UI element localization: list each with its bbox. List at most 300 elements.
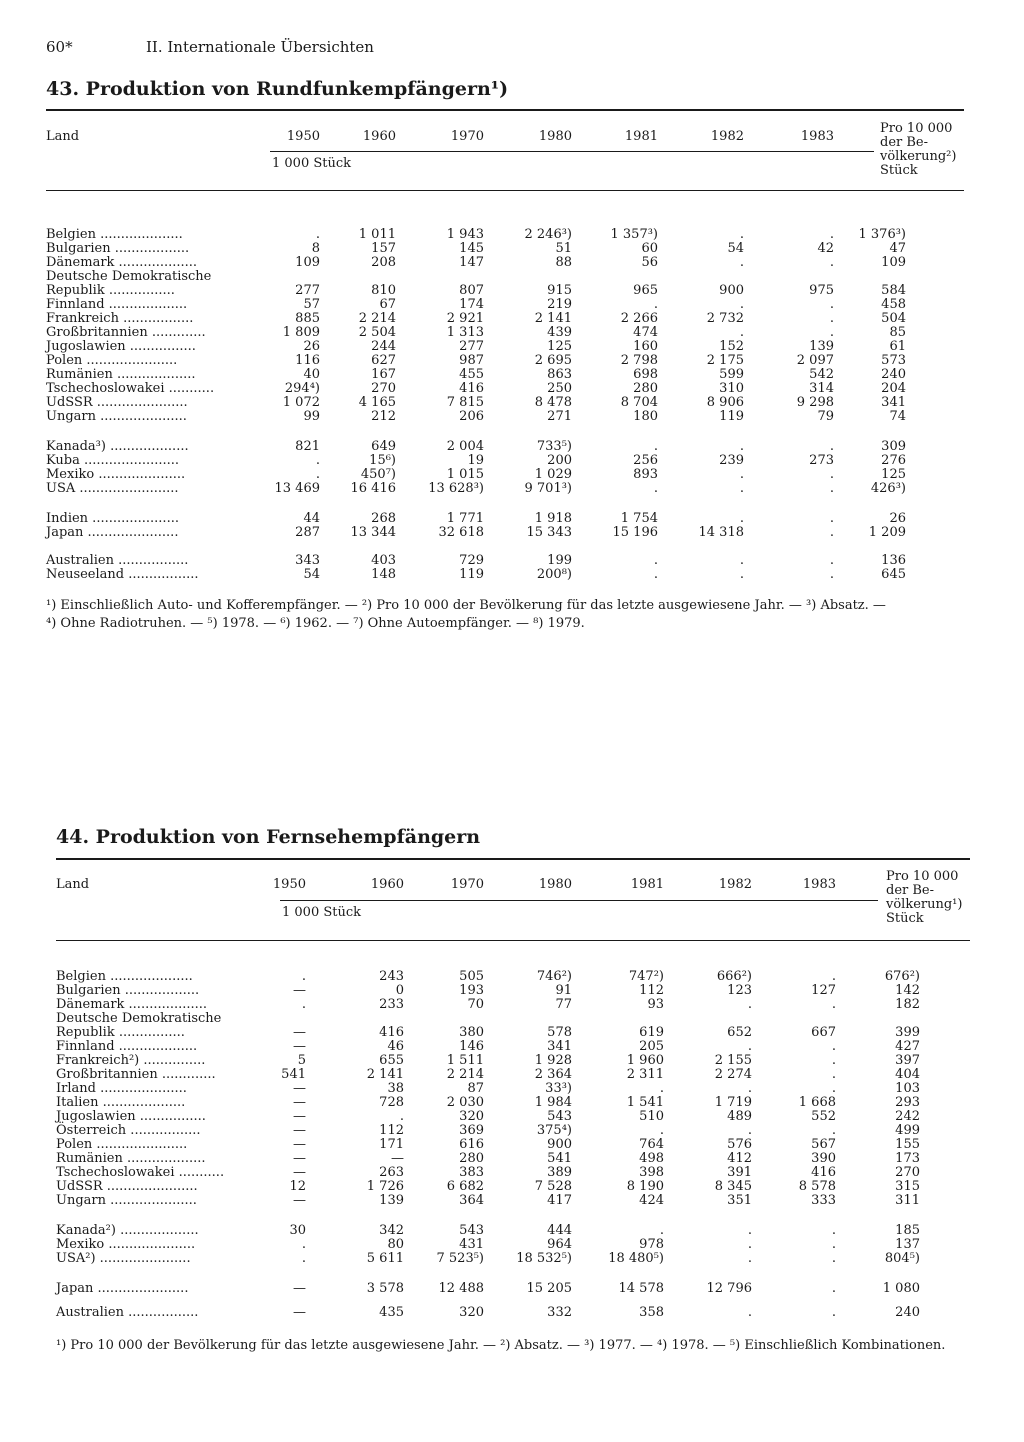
cell-value: 810 — [371, 283, 396, 298]
per-capita-header-line: der Be- — [880, 135, 929, 150]
country-label: USA²) ...................... — [56, 1251, 191, 1266]
cell-value: 103 — [895, 1081, 920, 1096]
cell-value: — — [293, 983, 306, 998]
cell-value: 233 — [379, 997, 404, 1012]
table-row — [46, 454, 906, 468]
cell-value: 426³) — [870, 481, 906, 496]
cell-value: 139 — [379, 1193, 404, 1208]
country-label: Republik ................ — [56, 1025, 185, 1040]
cell-value: 435 — [379, 1305, 404, 1320]
per-capita-header-line: völkerung²) — [880, 149, 957, 164]
cell-value: 341 — [881, 395, 906, 410]
country-label: Polen ...................... — [46, 353, 178, 368]
cell-value: 543 — [547, 1109, 572, 1124]
cell-value: . — [829, 227, 834, 242]
cell-value: 125 — [547, 339, 572, 354]
cell-value: 74 — [889, 409, 906, 424]
cell-value: . — [315, 453, 320, 468]
cell-value: 42 — [817, 241, 834, 256]
cell-value: 13 469 — [274, 481, 320, 496]
column-header-year: 1970 — [450, 129, 484, 144]
cell-value: 729 — [459, 553, 484, 568]
cell-value: 964 — [547, 1237, 572, 1252]
cell-value: . — [829, 439, 834, 454]
cell-value: . — [831, 1281, 836, 1296]
cell-value: 2 695 — [534, 353, 572, 368]
country-label: Rumänien ................... — [46, 367, 196, 382]
cell-value: . — [399, 1109, 404, 1124]
cell-value: 116 — [295, 353, 320, 368]
cell-value: 1 015 — [446, 467, 484, 482]
cell-value: 2 004 — [446, 439, 484, 454]
table-row — [56, 970, 920, 984]
cell-value: — — [293, 1081, 306, 1096]
cell-value: 142 — [895, 983, 920, 998]
cell-value: 6 682 — [446, 1179, 484, 1194]
cell-value: 67 — [379, 297, 396, 312]
cell-value: . — [831, 1223, 836, 1238]
table43-header-rule — [46, 190, 964, 191]
country-label: Großbritannien ............. — [56, 1067, 216, 1082]
per-capita-header-line: völkerung¹) — [886, 897, 963, 912]
cell-value: 412 — [727, 1151, 752, 1166]
cell-value: 599 — [719, 367, 744, 382]
table-row — [56, 1306, 920, 1320]
cell-value: 5 — [297, 1053, 306, 1068]
country-label: Republik ................ — [46, 283, 175, 298]
cell-value: 38 — [387, 1081, 404, 1096]
cell-value: 204 — [881, 381, 906, 396]
cell-value: 70 — [467, 997, 484, 1012]
cell-value: 383 — [459, 1165, 484, 1180]
cell-value: . — [739, 511, 744, 526]
cell-value: . — [747, 1123, 752, 1138]
cell-value: 18 480⁵) — [608, 1251, 664, 1266]
cell-value: 2 214 — [446, 1067, 484, 1082]
cell-value: 893 — [633, 467, 658, 482]
cell-value: — — [293, 1095, 306, 1110]
cell-value: 728 — [379, 1095, 404, 1110]
country-label: Japan ...................... — [56, 1281, 189, 1296]
cell-value: 15 205 — [526, 1281, 572, 1296]
cell-value: 2 030 — [446, 1095, 484, 1110]
column-header-year: 1970 — [450, 877, 484, 892]
cell-value: . — [829, 553, 834, 568]
cell-value: 403 — [371, 553, 396, 568]
cell-value: 242 — [895, 1109, 920, 1124]
cell-value: — — [293, 1123, 306, 1138]
country-label: Mexiko ..................... — [46, 467, 186, 482]
cell-value: 7 528 — [534, 1179, 572, 1194]
cell-value: 147 — [459, 255, 484, 270]
table-row — [56, 1040, 920, 1054]
cell-value: 8 578 — [798, 1179, 836, 1194]
table-row — [46, 354, 906, 368]
country-label: Mexiko ..................... — [56, 1237, 196, 1252]
cell-value: — — [293, 1193, 306, 1208]
cell-value: 9 298 — [796, 395, 834, 410]
cell-value: 44 — [303, 511, 320, 526]
cell-value: 364 — [459, 1193, 484, 1208]
table-row — [46, 526, 906, 540]
cell-value: 543 — [459, 1223, 484, 1238]
country-label: Neuseeland ................. — [46, 567, 199, 582]
column-header-year: 1983 — [800, 129, 834, 144]
cell-value: 342 — [379, 1223, 404, 1238]
cell-value: 148 — [371, 567, 396, 582]
cell-value: 2 798 — [620, 353, 658, 368]
cell-value: 1 357³) — [610, 227, 658, 242]
cell-value: 807 — [459, 283, 484, 298]
cell-value: 320 — [459, 1305, 484, 1320]
country-label: Kanada³) ................... — [46, 439, 189, 454]
cell-value: 616 — [459, 1137, 484, 1152]
cell-value: 5 611 — [366, 1251, 404, 1266]
cell-value: 174 — [459, 297, 484, 312]
cell-value: 821 — [295, 439, 320, 454]
table-row — [46, 368, 906, 382]
table44-title: 44. Produktion von Fernsehempfängern — [56, 826, 481, 848]
cell-value: 2 311 — [626, 1067, 664, 1082]
cell-value: 125 — [881, 467, 906, 482]
cell-value: — — [293, 1305, 306, 1320]
table44-top-rule — [56, 858, 970, 860]
cell-value: 627 — [371, 353, 396, 368]
running-head — [46, 38, 374, 56]
table44-unit-rule — [280, 900, 878, 901]
column-header-year: 1982 — [710, 129, 744, 144]
cell-value: 1 928 — [534, 1053, 572, 1068]
cell-value: . — [301, 969, 306, 984]
column-header-year: 1980 — [538, 129, 572, 144]
cell-value: 416 — [811, 1165, 836, 1180]
cell-value: 167 — [371, 367, 396, 382]
cell-value: 404 — [895, 1067, 920, 1082]
cell-value: 2 504 — [358, 325, 396, 340]
cell-value: 8 906 — [706, 395, 744, 410]
cell-value: — — [391, 1151, 404, 1166]
column-header-year: 1981 — [624, 129, 658, 144]
country-label: Großbritannien ............. — [46, 325, 206, 340]
cell-value: 276 — [881, 453, 906, 468]
cell-value: 212 — [371, 409, 396, 424]
cell-value: 3 578 — [366, 1281, 404, 1296]
cell-value: 315 — [895, 1179, 920, 1194]
cell-value: 270 — [895, 1165, 920, 1180]
cell-value: 109 — [881, 255, 906, 270]
cell-value: 416 — [459, 381, 484, 396]
cell-value: 391 — [727, 1165, 752, 1180]
cell-value: 698 — [633, 367, 658, 382]
table-row — [46, 440, 906, 454]
table-row — [46, 312, 906, 326]
cell-value: 1 313 — [446, 325, 484, 340]
cell-value: . — [747, 1305, 752, 1320]
cell-value: 915 — [547, 283, 572, 298]
cell-value: — — [293, 1025, 306, 1040]
cell-value: 145 — [459, 241, 484, 256]
cell-value: 541 — [281, 1067, 306, 1082]
cell-value: 112 — [379, 1123, 404, 1138]
cell-value: 439 — [547, 325, 572, 340]
cell-value: . — [829, 525, 834, 540]
column-header-land: Land — [56, 877, 90, 892]
cell-value: 1 209 — [868, 525, 906, 540]
cell-value: . — [831, 1123, 836, 1138]
cell-value: 1 011 — [358, 227, 396, 242]
cell-value: 320 — [459, 1109, 484, 1124]
cell-value: 676²) — [884, 969, 920, 984]
country-label: Indien ..................... — [46, 511, 179, 526]
cell-value: 343 — [295, 553, 320, 568]
running-title: II. Internationale Übersichten — [146, 38, 374, 56]
cell-value: . — [747, 997, 752, 1012]
cell-value: 1 754 — [620, 511, 658, 526]
country-label: UdSSR ...................... — [56, 1179, 198, 1194]
cell-value: . — [739, 567, 744, 582]
cell-value: 455 — [459, 367, 484, 382]
table-row — [46, 482, 906, 496]
cell-value: . — [315, 227, 320, 242]
table-row — [56, 1138, 920, 1152]
cell-value: 112 — [639, 983, 664, 998]
cell-value: 746²) — [536, 969, 572, 984]
cell-value: 667 — [811, 1025, 836, 1040]
cell-value: 578 — [547, 1025, 572, 1040]
cell-value: 77 — [555, 997, 572, 1012]
cell-value: . — [829, 567, 834, 582]
cell-value: 136 — [881, 553, 906, 568]
cell-value: 88 — [555, 255, 572, 270]
cell-value: 584 — [881, 283, 906, 298]
table-row — [56, 1096, 920, 1110]
cell-value: 399 — [895, 1025, 920, 1040]
table44-footnote-1: ¹) Pro 10 000 der Bevölkerung für das letzte ausgewiesene Jahr. — ²) Absatz. — ³) 1977. — ⁴) 1978. — ⁵) Einschließlich Kombinationen. — [56, 1338, 946, 1353]
column-header-year: 1983 — [802, 877, 836, 892]
cell-value: 119 — [459, 567, 484, 582]
cell-value: 1 918 — [534, 511, 572, 526]
table-row — [56, 1224, 920, 1238]
country-label: Belgien .................... — [56, 969, 193, 984]
cell-value: 152 — [719, 339, 744, 354]
table-row — [56, 1124, 920, 1138]
cell-value: 109 — [295, 255, 320, 270]
cell-value: 46 — [387, 1039, 404, 1054]
cell-value: 8 704 — [620, 395, 658, 410]
cell-value: 2 141 — [366, 1067, 404, 1082]
column-header-year: 1982 — [718, 877, 752, 892]
country-label: Bulgarien .................. — [46, 241, 190, 256]
cell-value: . — [831, 1305, 836, 1320]
cell-value: 157 — [371, 241, 396, 256]
cell-value: — — [293, 1151, 306, 1166]
column-header-year: 1981 — [630, 877, 664, 892]
cell-value: . — [831, 1053, 836, 1068]
cell-value: . — [301, 1237, 306, 1252]
cell-value: 40 — [303, 367, 320, 382]
cell-value: 351 — [727, 1193, 752, 1208]
country-label: Rumänien ................... — [56, 1151, 206, 1166]
cell-value: 380 — [459, 1025, 484, 1040]
cell-value: 180 — [633, 409, 658, 424]
cell-value: 619 — [639, 1025, 664, 1040]
cell-value: 160 — [633, 339, 658, 354]
cell-value: 14 578 — [618, 1281, 664, 1296]
table-row — [46, 284, 906, 298]
cell-value: 474 — [633, 325, 658, 340]
table-row — [46, 554, 906, 568]
cell-value: 1 668 — [798, 1095, 836, 1110]
table-row — [46, 298, 906, 312]
cell-value: 1 771 — [446, 511, 484, 526]
cell-value: . — [747, 1039, 752, 1054]
cell-value: 15⁶) — [369, 453, 396, 468]
cell-value: 61 — [889, 339, 906, 354]
cell-value: 7 815 — [446, 395, 484, 410]
cell-value: 2 274 — [714, 1067, 752, 1082]
cell-value: . — [659, 1223, 664, 1238]
cell-value: 7 523⁵) — [436, 1251, 484, 1266]
table43-footnote-1: ¹) Einschließlich Auto- und Kofferempfänger. — ²) Pro 10 000 der Bevölkerung für das letzte ausgewiesene Jahr. — ³) Absatz. — — [46, 598, 886, 613]
country-label: Dänemark ................... — [46, 255, 198, 270]
table43-unit-rule — [270, 151, 874, 152]
country-label: Australien ................. — [56, 1305, 199, 1320]
cell-value: 12 — [289, 1179, 306, 1194]
cell-value: . — [739, 553, 744, 568]
cell-value: . — [829, 325, 834, 340]
cell-value: 146 — [459, 1039, 484, 1054]
table-row — [46, 242, 906, 256]
country-label: Italien .................... — [56, 1095, 186, 1110]
table-row — [56, 1180, 920, 1194]
column-header-year: 1950 — [286, 129, 320, 144]
cell-value: 900 — [719, 283, 744, 298]
cell-value: . — [829, 511, 834, 526]
country-label: Tschechoslowakei ........... — [56, 1165, 225, 1180]
cell-value: 0 — [395, 983, 404, 998]
cell-value: . — [831, 1081, 836, 1096]
cell-value: 205 — [639, 1039, 664, 1054]
column-header-land: Land — [46, 129, 80, 144]
country-label: Ungarn ..................... — [56, 1193, 197, 1208]
cell-value: 155 — [895, 1137, 920, 1152]
cell-value: 219 — [547, 297, 572, 312]
cell-value: 1 984 — [534, 1095, 572, 1110]
country-label: Dänemark ................... — [56, 997, 208, 1012]
cell-value: 2 921 — [446, 311, 484, 326]
cell-value: 271 — [547, 409, 572, 424]
cell-value: 15 343 — [526, 525, 572, 540]
cell-value: 397 — [895, 1053, 920, 1068]
cell-value: . — [653, 567, 658, 582]
cell-value: . — [739, 467, 744, 482]
table-row — [56, 1012, 920, 1026]
cell-value: 8 190 — [626, 1179, 664, 1194]
table-row — [46, 340, 906, 354]
cell-value: 119 — [719, 409, 744, 424]
cell-value: 93 — [647, 997, 664, 1012]
cell-value: . — [831, 1237, 836, 1252]
country-label: Finnland ................... — [46, 297, 188, 312]
cell-value: 199 — [547, 553, 572, 568]
table-row — [46, 228, 906, 242]
country-label: Frankreich²) ............... — [56, 1053, 206, 1068]
cell-value: 277 — [459, 339, 484, 354]
cell-value: 268 — [371, 511, 396, 526]
per-capita-header-line: Stück — [880, 163, 918, 178]
per-capita-header-line: Stück — [886, 911, 924, 926]
country-label: USA ........................ — [46, 481, 179, 496]
cell-value: 19 — [467, 453, 484, 468]
cell-value: — — [293, 1039, 306, 1054]
country-label: Bulgarien .................. — [56, 983, 200, 998]
cell-value: 417 — [547, 1193, 572, 1208]
cell-value: 243 — [379, 969, 404, 984]
cell-value: 26 — [889, 511, 906, 526]
cell-value: 1 029 — [534, 467, 572, 482]
cell-value: 576 — [727, 1137, 752, 1152]
country-label: Tschechoslowakei ........... — [46, 381, 215, 396]
per-capita-header-line: Pro 10 000 — [880, 121, 953, 136]
cell-value: . — [831, 1067, 836, 1082]
cell-value: . — [829, 467, 834, 482]
cell-value: . — [653, 553, 658, 568]
table-row — [46, 256, 906, 270]
cell-value: 498 — [639, 1151, 664, 1166]
cell-value: 280 — [633, 381, 658, 396]
cell-value: 505 — [459, 969, 484, 984]
cell-value: 573 — [881, 353, 906, 368]
cell-value: . — [747, 1251, 752, 1266]
cell-value: . — [653, 297, 658, 312]
cell-value: 1 541 — [626, 1095, 664, 1110]
cell-value: 127 — [811, 983, 836, 998]
cell-value: 16 416 — [350, 481, 396, 496]
cell-value: 652 — [727, 1025, 752, 1040]
cell-value: 389 — [547, 1165, 572, 1180]
cell-value: 358 — [639, 1305, 664, 1320]
cell-value: 1 960 — [626, 1053, 664, 1068]
cell-value: . — [831, 1039, 836, 1054]
cell-value: 200 — [547, 453, 572, 468]
country-label: Jugoslawien ................ — [46, 339, 196, 354]
per-capita-header-line: der Be- — [886, 883, 935, 898]
cell-value: 287 — [295, 525, 320, 540]
cell-value: 270 — [371, 381, 396, 396]
cell-value: — — [293, 1109, 306, 1124]
cell-value: . — [829, 311, 834, 326]
unit-label: 1 000 Stück — [282, 905, 362, 920]
cell-value: . — [829, 481, 834, 496]
cell-value: 541 — [547, 1151, 572, 1166]
cell-value: . — [831, 1251, 836, 1266]
cell-value: 80 — [387, 1237, 404, 1252]
country-label: Frankreich ................. — [46, 311, 194, 326]
cell-value: 137 — [895, 1237, 920, 1252]
table-row — [46, 326, 906, 340]
table-row — [56, 1152, 920, 1166]
cell-value: 123 — [727, 983, 752, 998]
cell-value: 32 618 — [438, 525, 484, 540]
cell-value: 552 — [811, 1109, 836, 1124]
table44-header-rule — [56, 940, 970, 941]
table-row — [46, 382, 906, 396]
cell-value: 173 — [895, 1151, 920, 1166]
cell-value: 1 809 — [282, 325, 320, 340]
cell-value: 987 — [459, 353, 484, 368]
per-capita-header-line: Pro 10 000 — [886, 869, 959, 884]
cell-value: 15 196 — [612, 525, 658, 540]
